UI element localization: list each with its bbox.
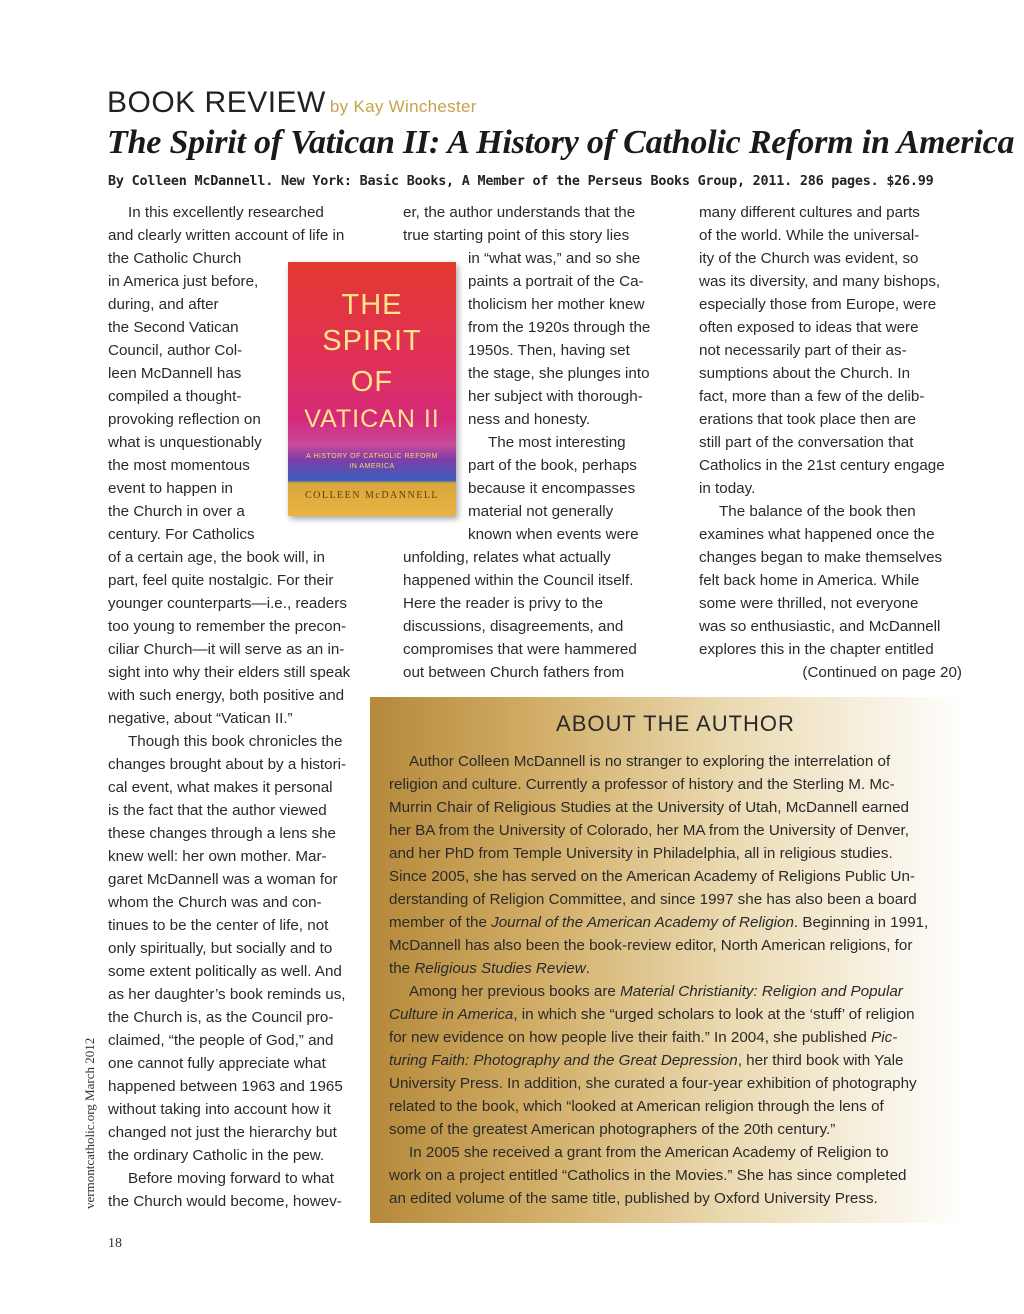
text-line: The balance of the book then xyxy=(719,503,916,520)
text-line: one cannot fully appreciate what xyxy=(108,1055,326,1072)
text-line: Murrin Chair of Religious Studies at the University of Utah, McDannell earned xyxy=(389,799,909,816)
text-line: not necessarily part of their as- xyxy=(699,342,907,359)
text-line: unfolding, relates what actually xyxy=(403,549,611,566)
text-line: member of the Journal of the American Academy of Religion. Beginning in 1991, xyxy=(389,914,929,931)
text-line: Council, author Col- xyxy=(108,342,243,359)
text-line: an edited volume of the same title, published by Oxford University Press. xyxy=(389,1190,878,1207)
text-line: discussions, disagreements, and xyxy=(403,618,624,635)
text-line: part, feel quite nostalgic. For their xyxy=(108,572,334,589)
text-line: the Catholic Church xyxy=(108,250,242,267)
text-line: was its diversity, and many bishops, xyxy=(699,273,941,290)
text-line: her subject with thorough- xyxy=(468,388,643,405)
text-line: true starting point of this story lies xyxy=(403,227,630,244)
text-line: garet McDannell was a woman for xyxy=(108,871,338,888)
text-line: In this excellently researched xyxy=(128,204,324,221)
text-line: these changes through a lens she xyxy=(108,825,336,842)
text-line: Here the reader is privy to the xyxy=(403,595,604,612)
section-kicker xyxy=(107,86,477,120)
text-line: McDannell has also been the book-review editor, North American religions, for xyxy=(389,937,913,954)
text-line: happened between 1963 and 1965 xyxy=(108,1078,343,1095)
text-line: often exposed to ideas that were xyxy=(699,319,919,336)
text-line: knew well: her own mother. Mar- xyxy=(108,848,327,865)
byline: by Kay Winchester xyxy=(329,97,477,116)
cover-subtitle-line: IN AMERICA xyxy=(349,463,395,470)
text-line: the ordinary Catholic in the pew. xyxy=(108,1147,325,1164)
cover-title-line: OF xyxy=(350,366,394,398)
text-line: compromises that were hammered xyxy=(403,641,637,658)
text-line: some extent politically as well. And xyxy=(108,963,342,980)
text-line: (Continued on page 20) xyxy=(802,664,962,681)
text-line: explores this in the chapter entitled xyxy=(699,641,934,658)
cover-author: COLLEEN McDANNELL xyxy=(304,490,440,501)
text-line: Culture in America, in which she “urged scholars to look at the ‘stuff’ of religion xyxy=(389,1006,915,1023)
text-line: felt back home in America. While xyxy=(699,572,920,589)
text-line: Among her previous books are Material Christianity: Religion and Popular xyxy=(409,983,903,1000)
text-line: during, and after xyxy=(108,296,219,313)
text-line: still part of the conversation that xyxy=(699,434,914,451)
text-line: known when events were xyxy=(468,526,639,543)
text-line: cal event, what makes it personal xyxy=(108,779,333,796)
text-line: sumptions about the Church. In xyxy=(699,365,911,382)
text-line: happened within the Council itself. xyxy=(403,572,634,589)
text-line: for new evidence on how people live their faith.” In 2004, she published Pic- xyxy=(389,1029,898,1046)
text-line: related to the book, which “looked at American religion through the lens of xyxy=(389,1098,884,1115)
text-line: from the 1920s through the xyxy=(468,319,651,336)
text-line: in today. xyxy=(699,480,756,497)
text-line: in “what was,” and so she xyxy=(468,250,641,267)
article-title: The Spirit of Vatican II: A History of Catholic Reform in America xyxy=(107,124,1015,161)
text-line: the Religious Studies Review. xyxy=(389,960,590,977)
cover-title-line: VATICAN II xyxy=(304,405,440,433)
text-line: with such energy, both positive and xyxy=(108,687,345,704)
text-line: many different cultures and parts xyxy=(699,204,920,221)
text-line: some of the greatest American photographers of the 20th century.” xyxy=(389,1121,836,1138)
text-line: the stage, she plunges into xyxy=(468,365,650,382)
text-line: and her PhD from Temple University in Philadelphia, all in religious studies. xyxy=(389,845,893,862)
cover-title-line: THE xyxy=(341,289,403,321)
text-line: changes brought about by a histori- xyxy=(108,756,347,773)
text-line: the Second Vatican xyxy=(108,319,239,336)
text-line: what is unquestionably xyxy=(108,434,262,451)
text-line: and clearly written account of life in xyxy=(108,227,345,244)
text-line: of a certain age, the book will, in xyxy=(108,549,325,566)
text-line: examines what happened once the xyxy=(699,526,935,543)
text-line: century. For Catholics xyxy=(108,526,255,543)
about-author-heading: ABOUT THE AUTHOR xyxy=(556,711,795,736)
cover-subtitle-line: A HISTORY OF CATHOLIC REFORM xyxy=(306,453,438,460)
text-line: sight into why their elders still speak xyxy=(108,664,351,681)
book-cover-image xyxy=(288,262,456,516)
text-line: Author Colleen McDannell is no stranger to exploring the interrelation of xyxy=(409,753,891,770)
text-line: only spiritually, but socially and to xyxy=(108,940,333,957)
text-line: event to happen in xyxy=(108,480,233,497)
text-line: because it encompasses xyxy=(468,480,636,497)
text-line: especially those from Europe, were xyxy=(699,296,937,313)
page-number: 18 xyxy=(108,1236,122,1251)
text-line: ciliar Church—it will serve as an in- xyxy=(108,641,345,658)
text-line: was so enthusiastic, and McDannell xyxy=(699,618,941,635)
text-line: as her daughter’s book reminds us, xyxy=(108,986,346,1003)
book-citation: By Colleen McDannell. New York: Basic Books, A Member of the Perseus Books Group, 2011. 286 pages. $26.99 xyxy=(108,174,934,189)
text-line: Though this book chronicles the xyxy=(128,733,343,750)
text-line: turing Faith: Photography and the Great Depression, her third book with Yale xyxy=(389,1052,904,1069)
text-line: fact, more than a few of the delib- xyxy=(699,388,925,405)
text-line: the Church would become, howev- xyxy=(108,1193,342,1210)
text-line: religion and culture. Currently a professor of history and the Sterling M. Mc- xyxy=(389,776,895,793)
text-line: paints a portrait of the Ca- xyxy=(468,273,644,290)
text-line: material not generally xyxy=(468,503,614,520)
text-line: 1950s. Then, having set xyxy=(468,342,630,359)
text-line: leen McDannell has xyxy=(108,365,242,382)
text-line: the Church is, as the Council pro- xyxy=(108,1009,334,1026)
text-line: in America just before, xyxy=(108,273,259,290)
text-line: Catholics in the 21st century engage xyxy=(699,457,945,474)
kicker-label: BOOK REVIEW xyxy=(107,86,326,119)
text-line: Before moving forward to what xyxy=(128,1170,334,1187)
text-line: the Church in over a xyxy=(108,503,245,520)
text-line: er, the author understands that the xyxy=(403,204,636,221)
text-line: work on a project entitled “Catholics in the Movies.” She has since completed xyxy=(389,1167,907,1184)
text-line: provoking reflection on xyxy=(108,411,261,428)
text-line: some were thrilled, not everyone xyxy=(699,595,919,612)
text-line: University Press. In addition, she curated a four-year exhibition of photography xyxy=(389,1075,917,1092)
text-line: Since 2005, she has served on the American Academy of Religions Public Un- xyxy=(389,868,915,885)
text-line: erations that took place then are xyxy=(699,411,916,428)
text-line: derstanding of Religion Committee, and since 1997 she has also been a board xyxy=(389,891,917,908)
text-line: is the fact that the author viewed xyxy=(108,802,327,819)
cover-title-line: SPIRIT xyxy=(322,325,422,357)
text-line: out between Church fathers from xyxy=(403,664,625,681)
text-line: her BA from the University of Colorado, her MA from the University of Denver, xyxy=(389,822,909,839)
side-publication-label: vermontcatholic.org March 2012 xyxy=(82,1037,97,1209)
text-line: too young to remember the precon- xyxy=(108,618,347,635)
text-line: claimed, “the people of God,” and xyxy=(108,1032,334,1049)
text-line: tinues to be the center of life, not xyxy=(108,917,329,934)
text-line: ness and honesty. xyxy=(468,411,591,428)
text-line: compiled a thought- xyxy=(108,388,242,405)
text-line: negative, about “Vatican II.” xyxy=(108,710,293,727)
text-line: of the world. While the universal- xyxy=(699,227,920,244)
text-line: The most interesting xyxy=(488,434,626,451)
text-line: ity of the Church was evident, so xyxy=(699,250,919,267)
text-line: without taking into account how it xyxy=(108,1101,331,1118)
text-line: younger counterparts—i.e., readers xyxy=(108,595,347,612)
text-line: changes began to make themselves xyxy=(699,549,943,566)
text-line: In 2005 she received a grant from the American Academy of Religion to xyxy=(409,1144,889,1161)
text-line: tholicism her mother knew xyxy=(468,296,645,313)
text-line: whom the Church was and con- xyxy=(108,894,322,911)
text-line: changed not just the hierarchy but xyxy=(108,1124,337,1141)
text-line: the most momentous xyxy=(108,457,250,474)
text-line: part of the book, perhaps xyxy=(468,457,637,474)
